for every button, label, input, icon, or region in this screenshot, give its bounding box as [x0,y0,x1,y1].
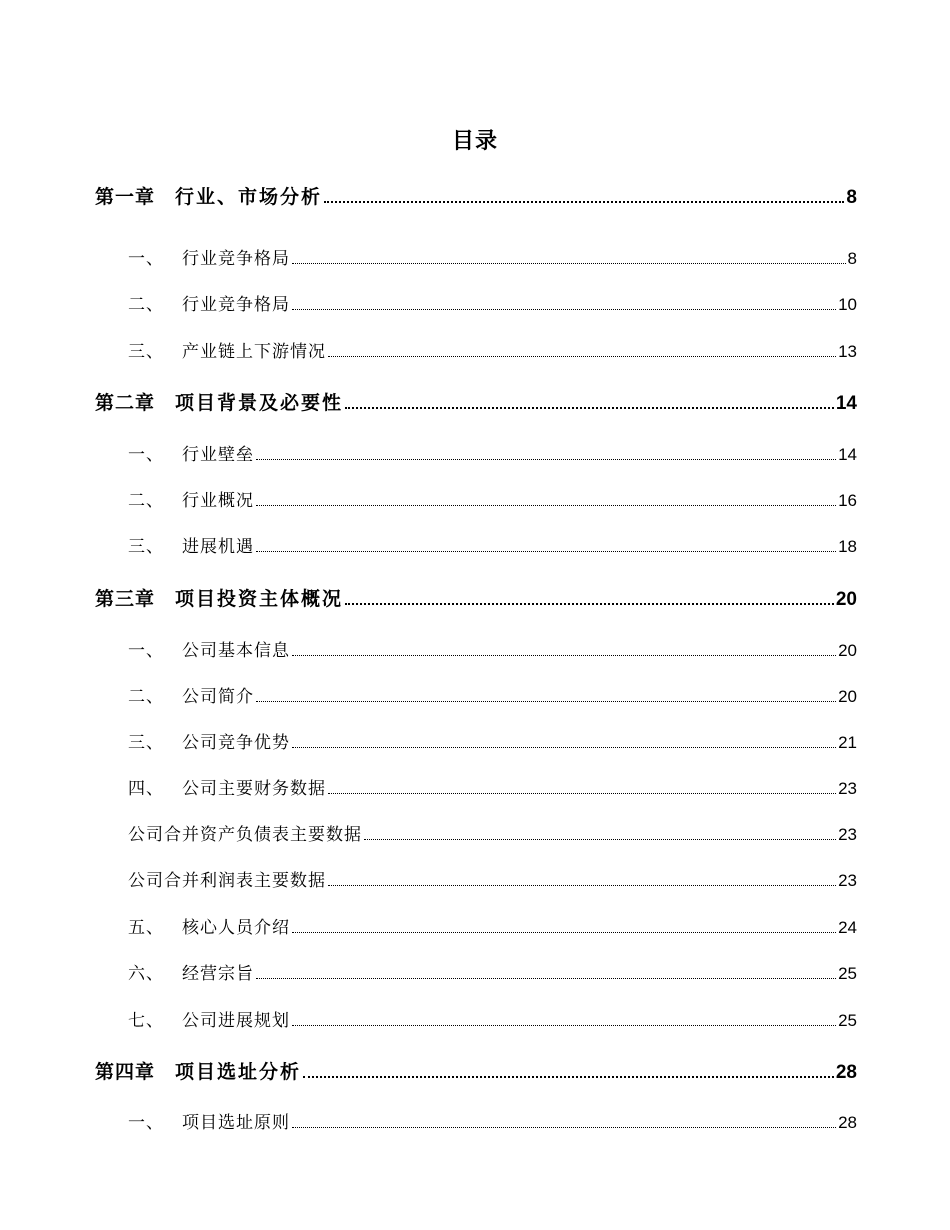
toc-entry-label: 行业竞争格局 [182,295,290,315]
toc-dot-leader [256,978,836,979]
toc-entry-label: 公司简介 [182,687,254,707]
toc-dot-leader [324,201,844,203]
toc-entry-label: 核心人员介绍 [182,918,290,938]
toc-entry-page-number: 8 [846,187,857,208]
toc-section-entry[interactable] [128,636,857,661]
toc-entry-number: 第三章 [95,588,156,610]
toc-entry-number: 一、 [128,1113,164,1133]
toc-entry-number: 一、 [128,249,164,269]
toc-dot-leader [292,747,836,748]
toc-entry-page-number: 23 [838,779,857,798]
toc-entry-number: 二、 [128,295,164,315]
toc-entry-number: 第一章 [95,186,156,208]
toc-entry-label: 公司合并利润表主要数据 [128,871,326,891]
toc-dot-leader [256,701,836,702]
toc-dot-leader [292,655,836,656]
toc-section-entry[interactable] [128,682,857,707]
toc-entry-label: 公司主要财务数据 [182,779,326,799]
toc-dot-leader [364,839,836,840]
toc-entry-page-number: 14 [838,445,857,464]
toc-section-entry[interactable] [128,1006,857,1031]
toc-section-entry[interactable] [128,820,857,845]
toc-section-entry[interactable] [128,244,857,269]
toc-entry-page-number: 14 [835,393,857,414]
toc-entry-page-number: 28 [835,1062,857,1083]
toc-dot-leader [328,885,836,886]
toc-chapter-entry[interactable] [95,388,857,415]
toc-entry-number: 一、 [128,641,164,661]
toc-entry-label: 项目背景及必要性 [175,392,344,414]
toc-dot-leader [345,603,834,605]
toc-entry-page-number: 8 [847,249,857,268]
toc-entry-number: 一、 [128,445,164,465]
toc-entry-label: 行业概况 [182,491,254,511]
toc-entry-label: 公司合并资产负债表主要数据 [128,825,362,845]
toc-dot-leader [292,1127,836,1128]
toc-entry-page-number: 25 [838,964,857,983]
toc-chapter-entry[interactable] [95,584,857,611]
toc-entry-page-number: 20 [838,687,857,706]
toc-entry-label: 项目投资主体概况 [175,588,344,610]
toc-section-entry[interactable] [128,440,857,465]
toc-entry-number: 六、 [128,964,164,984]
toc-section-entry[interactable] [128,959,857,984]
toc-dot-leader [292,1025,836,1026]
toc-entry-page-number: 23 [838,825,857,844]
toc-entry-number: 三、 [128,733,164,753]
toc-chapter-entry[interactable] [95,1057,857,1084]
toc-dot-leader [345,407,834,409]
toc-chapter-entry[interactable] [95,182,857,209]
toc-dot-leader [256,459,836,460]
toc-section-entry[interactable] [128,913,857,938]
toc-entry-label: 项目选址原则 [182,1113,290,1133]
toc-entry-number: 二、 [128,491,164,511]
toc-entry-number: 五、 [128,918,164,938]
toc-entry-label: 公司进展规划 [182,1011,290,1031]
toc-entry-label: 行业竞争格局 [182,249,290,269]
toc-entry-page-number: 16 [838,491,857,510]
toc-entry-number: 三、 [128,537,164,557]
toc-entry-label: 行业、市场分析 [175,186,323,208]
toc-section-entry[interactable] [128,1108,857,1133]
toc-entry-page-number: 25 [838,1011,857,1030]
toc-section-entry[interactable] [128,728,857,753]
toc-entry-number: 第二章 [95,392,156,414]
toc-entry-page-number: 10 [838,295,857,314]
toc-entry-page-number: 20 [838,641,857,660]
toc-dot-leader [292,263,846,264]
toc-dot-leader [292,932,836,933]
toc-dot-leader [256,551,836,552]
toc-entry-label: 经营宗旨 [182,964,254,984]
toc-dot-leader [328,793,836,794]
toc-dot-leader [328,356,836,357]
toc-entry-label: 公司基本信息 [182,641,290,661]
toc-entry-page-number: 13 [838,342,857,361]
toc-section-entry[interactable] [128,337,857,362]
toc-entry-page-number: 21 [838,733,857,752]
toc-entry-page-number: 24 [838,918,857,937]
toc-section-entry[interactable] [128,290,857,315]
toc-entry-number: 二、 [128,687,164,707]
toc-title: 目录 [451,129,498,154]
toc-entry-label: 项目选址分析 [175,1061,302,1083]
toc-entry-label: 行业壁垒 [182,445,254,465]
toc-dot-leader [256,505,836,506]
toc-dot-leader [292,309,836,310]
toc-entry-label: 进展机遇 [182,537,254,557]
toc-entry-number: 四、 [128,779,164,799]
toc-entry-page-number: 23 [838,871,857,890]
toc-dot-leader [303,1076,834,1078]
toc-section-entry[interactable] [128,866,857,891]
toc-section-entry[interactable] [128,486,857,511]
toc-entry-label: 产业链上下游情况 [182,342,326,362]
toc-entry-number: 三、 [128,342,164,362]
toc-entry-number: 七、 [128,1011,164,1031]
toc-entry-number: 第四章 [95,1061,156,1083]
toc-entry-page-number: 28 [838,1113,857,1132]
toc-entry-label: 公司竞争优势 [182,733,290,753]
toc-section-entry[interactable] [128,532,857,557]
toc-entry-page-number: 20 [835,589,857,610]
toc-entry-page-number: 18 [838,537,857,556]
toc-section-entry[interactable] [128,774,857,799]
